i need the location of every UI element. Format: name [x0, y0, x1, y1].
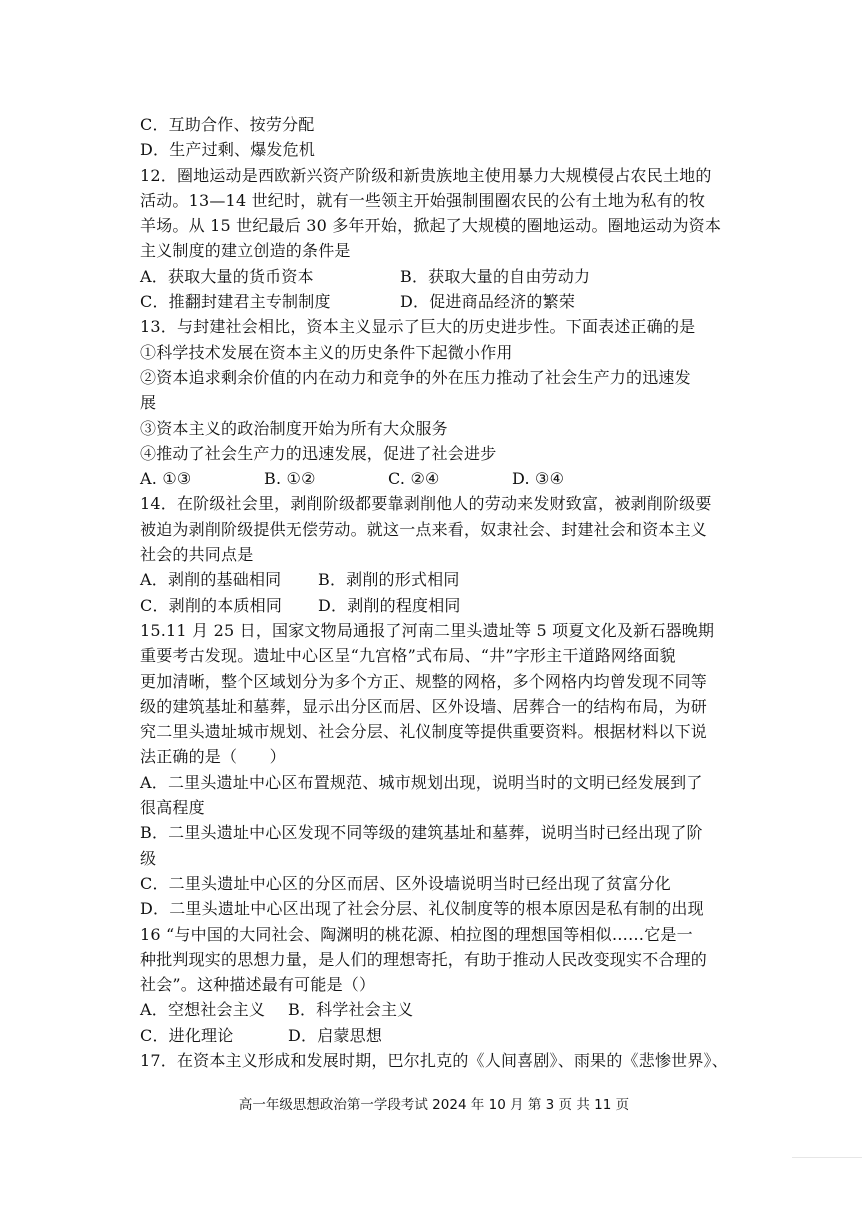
option-c: C．进化理论	[140, 1025, 234, 1045]
option-c: C．推翻封建君主专制制度	[140, 292, 331, 312]
question-14-stem: 社会的共同点是	[140, 545, 254, 565]
question-15-stem: 15.11 月 25 日，国家文物局通报了河南二里头遗址等 5 项夏文化及新石器晚期	[140, 620, 715, 640]
option-a: A. ①③	[140, 469, 192, 489]
question-13-item: ②资本追求剩余价值的内在动力和竞争的外在压力推动了社会生产力的迅速发	[140, 367, 691, 387]
option-b: B. ①②	[264, 469, 316, 489]
option-c: C．剥削的本质相同	[140, 595, 283, 615]
option-b: 级	[140, 848, 157, 868]
question-14-stem: 14．在阶级社会里，剥削阶级都要靠剥削他人的劳动来发财致富，被剥削阶级要	[140, 494, 712, 514]
page-footer: 高一年级思想政治第一学段考试 2024 年 10 月 第 3 页 共 11 页	[238, 1097, 630, 1113]
question-12-options	[140, 289, 740, 314]
question-16-stem: 社会”。这种描述最有可能是（）	[140, 975, 376, 995]
scan-edge-line	[792, 1157, 862, 1158]
option-b: B．剥削的形式相同	[318, 570, 460, 590]
option-c: C．二里头遗址中心区的分区而居、区外设墙说明当时已经出现了贫富分化	[140, 873, 671, 893]
question-15-stem: 更加清晰，整个区域划分为多个方正、规整的网格，多个网格内均曾发现不同等	[140, 671, 708, 691]
option-a: A．二里头遗址中心区布置规范、城市规划出现，说明当时的文明已经发展到了	[140, 772, 703, 792]
question-12-stem: 12．圈地运动是西欧新兴资产阶级和新贵族地主使用暴力大规模侵占农民土地的	[140, 165, 712, 185]
question-12-stem: 主义制度的建立创造的条件是	[140, 241, 351, 261]
option-line: C．互助合作、按劳分配	[140, 115, 315, 134]
question-13-item: ③资本主义的政治制度开始为所有大众服务	[140, 418, 448, 438]
question-12-stem: 活动。13—14 世纪时，就有一些领主开始强制围圈农民的公有土地为私有的牧	[140, 190, 706, 210]
option-c: C. ②④	[388, 469, 440, 489]
option-d: D．启蒙思想	[288, 1025, 383, 1045]
option-b: B．二里头遗址中心区发现不同等级的建筑基址和墓葬，说明当时已经出现了阶	[140, 823, 703, 843]
question-13-item: 展	[140, 393, 157, 413]
question-16-options	[140, 997, 740, 1022]
question-12-stem: 羊场。从 15 世纪最后 30 多年开始，掀起了大规模的圈地运动。圈地运动为资本	[140, 216, 722, 236]
option-d: D．二里头遗址中心区出现了社会分层、礼仪制度等的根本原因是私有制的出现	[140, 899, 704, 919]
option-a: 很高程度	[140, 798, 205, 818]
option-d: D．剥削的程度相同	[318, 595, 461, 615]
option-b: B．获取大量的自由劳动力	[400, 266, 591, 286]
option-line: D．生产过剩、爆发危机	[140, 140, 316, 160]
question-13-options	[140, 466, 740, 491]
question-14-stem: 被迫为剥削阶级提供无偿劳动。就这一点来看，奴隶社会、封建社会和资本主义	[140, 519, 708, 539]
question-16-stem: 16 “与中国的大同社会、陶渊明的桃花源、柏拉图的理想国等相似……它是一	[140, 924, 693, 944]
question-14-options	[140, 593, 740, 618]
option-a: A．剥削的基础相同	[140, 570, 282, 590]
question-16-options	[140, 1023, 740, 1048]
option-d: D．促进商品经济的繁荣	[400, 292, 576, 312]
question-15-stem: 究二里头遗址城市规划、社会分层、礼仪制度等提供重要资料。根据材料以下说	[140, 722, 708, 742]
question-14-options	[140, 567, 740, 592]
question-13-stem: 13．与封建社会相比，资本主义显示了巨大的历史进步性。下面表述正确的是	[140, 317, 696, 337]
option-b: B．科学社会主义	[288, 1000, 414, 1020]
option-a: A．获取大量的货币资本	[140, 266, 314, 286]
option-a: A．空想社会主义	[140, 1000, 266, 1020]
question-15-stem: 级的建筑基址和墓葬，显示出分区而居、区外设墙、居葬合一的结构布局，为研	[140, 696, 708, 716]
question-17-stem: 17．在资本主义形成和发展时期，巴尔扎克的《人间喜剧》、雨果的《悲惨世界》、	[140, 1050, 728, 1070]
question-15-stem: 重要考古发现。遗址中心区呈“九宫格”式布局、“井”字形主干道路网络面貌	[140, 646, 676, 666]
question-12-options	[140, 264, 740, 289]
question-13-item: ①科学技术发展在资本主义的历史条件下起微小作用	[140, 342, 513, 362]
option-d: D. ③④	[512, 469, 565, 489]
question-body	[140, 112, 740, 1073]
question-13-item: ④推动了社会生产力的迅速发展，促进了社会进步	[140, 443, 497, 463]
question-15-stem: 法正确的是（ ）	[140, 747, 286, 767]
question-16-stem: 种批判现实的思想力量，是人们的理想寄托，有助于推动人民改变现实不合理的	[140, 949, 708, 969]
